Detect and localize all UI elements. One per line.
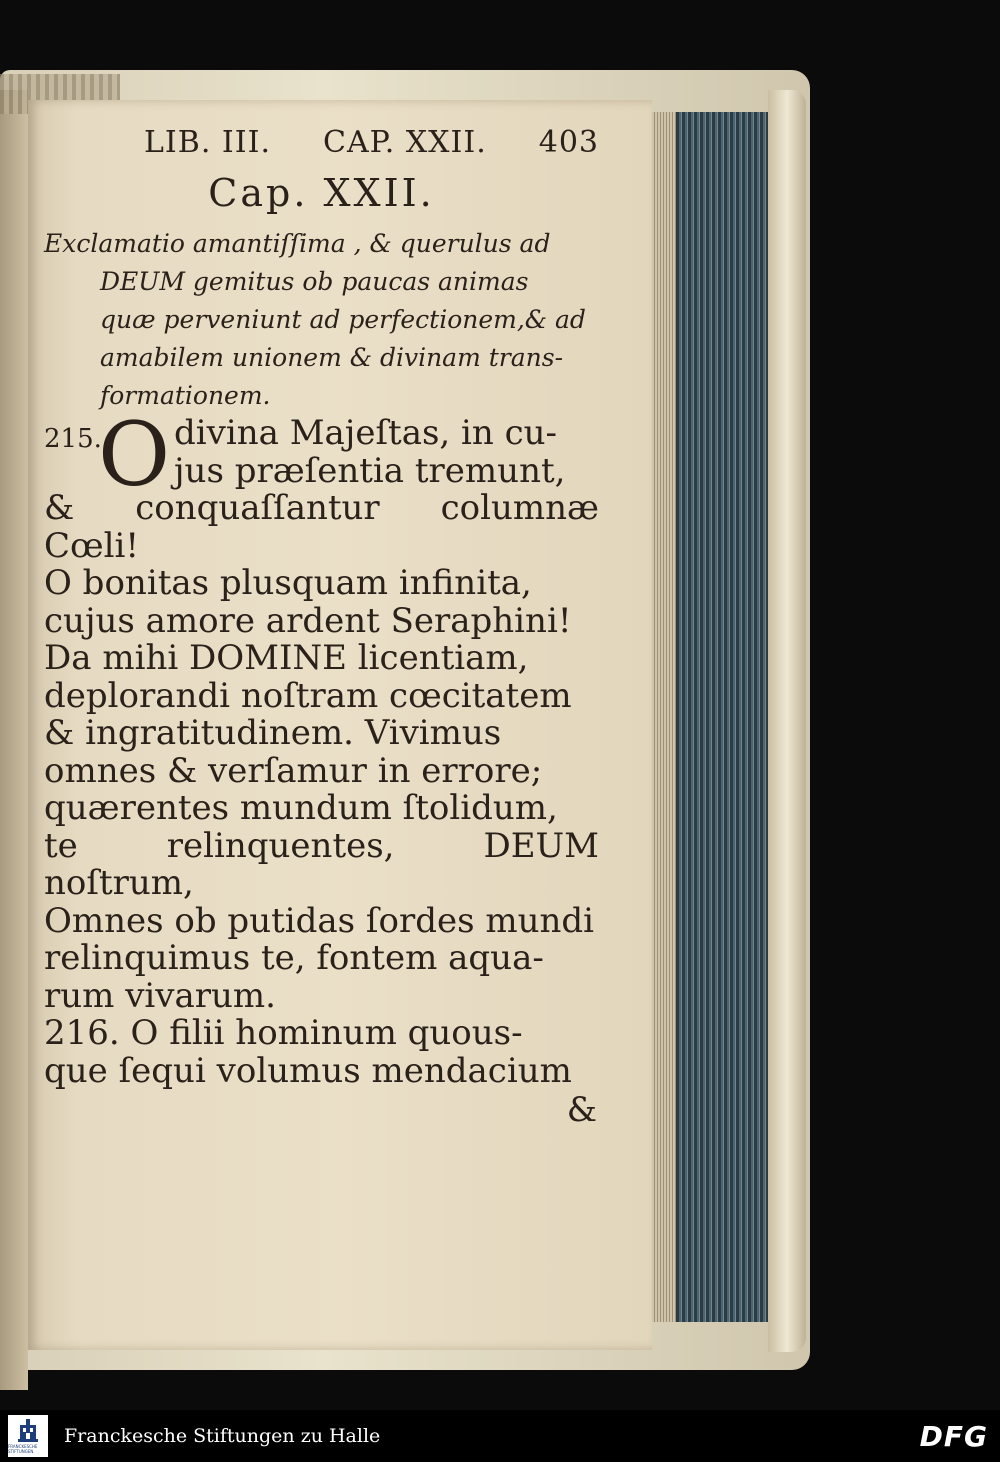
paragraph-216 [44, 1015, 599, 1090]
argument-line: DEUM gemitus ob paucas animas [100, 267, 529, 296]
franckesche-stiftungen-logo [8, 1415, 48, 1457]
text-line: relinquimus te, fontem aqua- [44, 938, 544, 978]
drop-cap: O [98, 403, 171, 506]
dfg-logo: DFG [919, 1420, 988, 1453]
running-head [144, 125, 599, 169]
text-line: que ſequi volumus mendacium [44, 1050, 572, 1091]
chapter-argument [44, 225, 599, 415]
catchword: & [566, 1090, 597, 1130]
page-edges [652, 112, 676, 1322]
text-line: Da mihi DOMINE licentiam, [44, 638, 529, 678]
paragraph-number: 215. [44, 424, 102, 454]
text-line: deplorandi noſtram cœcitatem [44, 675, 572, 716]
text-line: rum vivarum. [44, 975, 276, 1016]
argument-line: Exclamatio amantiſſima , & querulus ad [44, 229, 551, 258]
building-icon [17, 1418, 39, 1444]
text-line: quærentes mundum ſtolidum, [44, 788, 558, 828]
viewer-footer [0, 1410, 1000, 1462]
colored-page-edge [676, 112, 768, 1322]
text-line: 216. O filii hominum quous- [44, 1013, 523, 1053]
text-line: Omnes ob putidas ſordes mundi [44, 900, 595, 941]
text-line: jus præſentia tremunt, [174, 450, 566, 491]
text-line: divina Majeſtas, in cu- [174, 413, 558, 453]
page-text [44, 125, 599, 1130]
chapter-title: Cap. XXII. [208, 171, 435, 215]
vellum-board-edge [768, 90, 806, 1352]
text-line: & conquaſſantur columnæ Cœli! [44, 488, 599, 566]
argument-line: formationem. [100, 381, 271, 410]
logo-lettering: FRANCKESCHE STIFTUNGEN [8, 1444, 38, 1454]
book-number: LIB. III. [144, 125, 271, 160]
institution-name: Franckesche Stiftungen zu Halle [64, 1425, 381, 1447]
argument-line: quæ perveniunt ad perfectionem,& ad [100, 305, 586, 334]
text-line: cujus amore ardent Seraphini! [44, 600, 572, 641]
chapter-number: CAP. XXII. [322, 125, 487, 160]
paragraph-215 [44, 403, 599, 1016]
text-line: & ingratitudinem. Vivimus [44, 713, 502, 753]
page-number: 403 [538, 125, 599, 160]
text-line: omnes & verſamur in errore; [44, 750, 543, 791]
text-line: O bonitas plusquam infinita, [44, 563, 532, 603]
text-line: te relinquentes, DEUM noſtrum, [44, 825, 599, 903]
facing-page-edge [0, 90, 28, 1390]
argument-line: amabilem unionem & divinam trans- [100, 343, 564, 372]
